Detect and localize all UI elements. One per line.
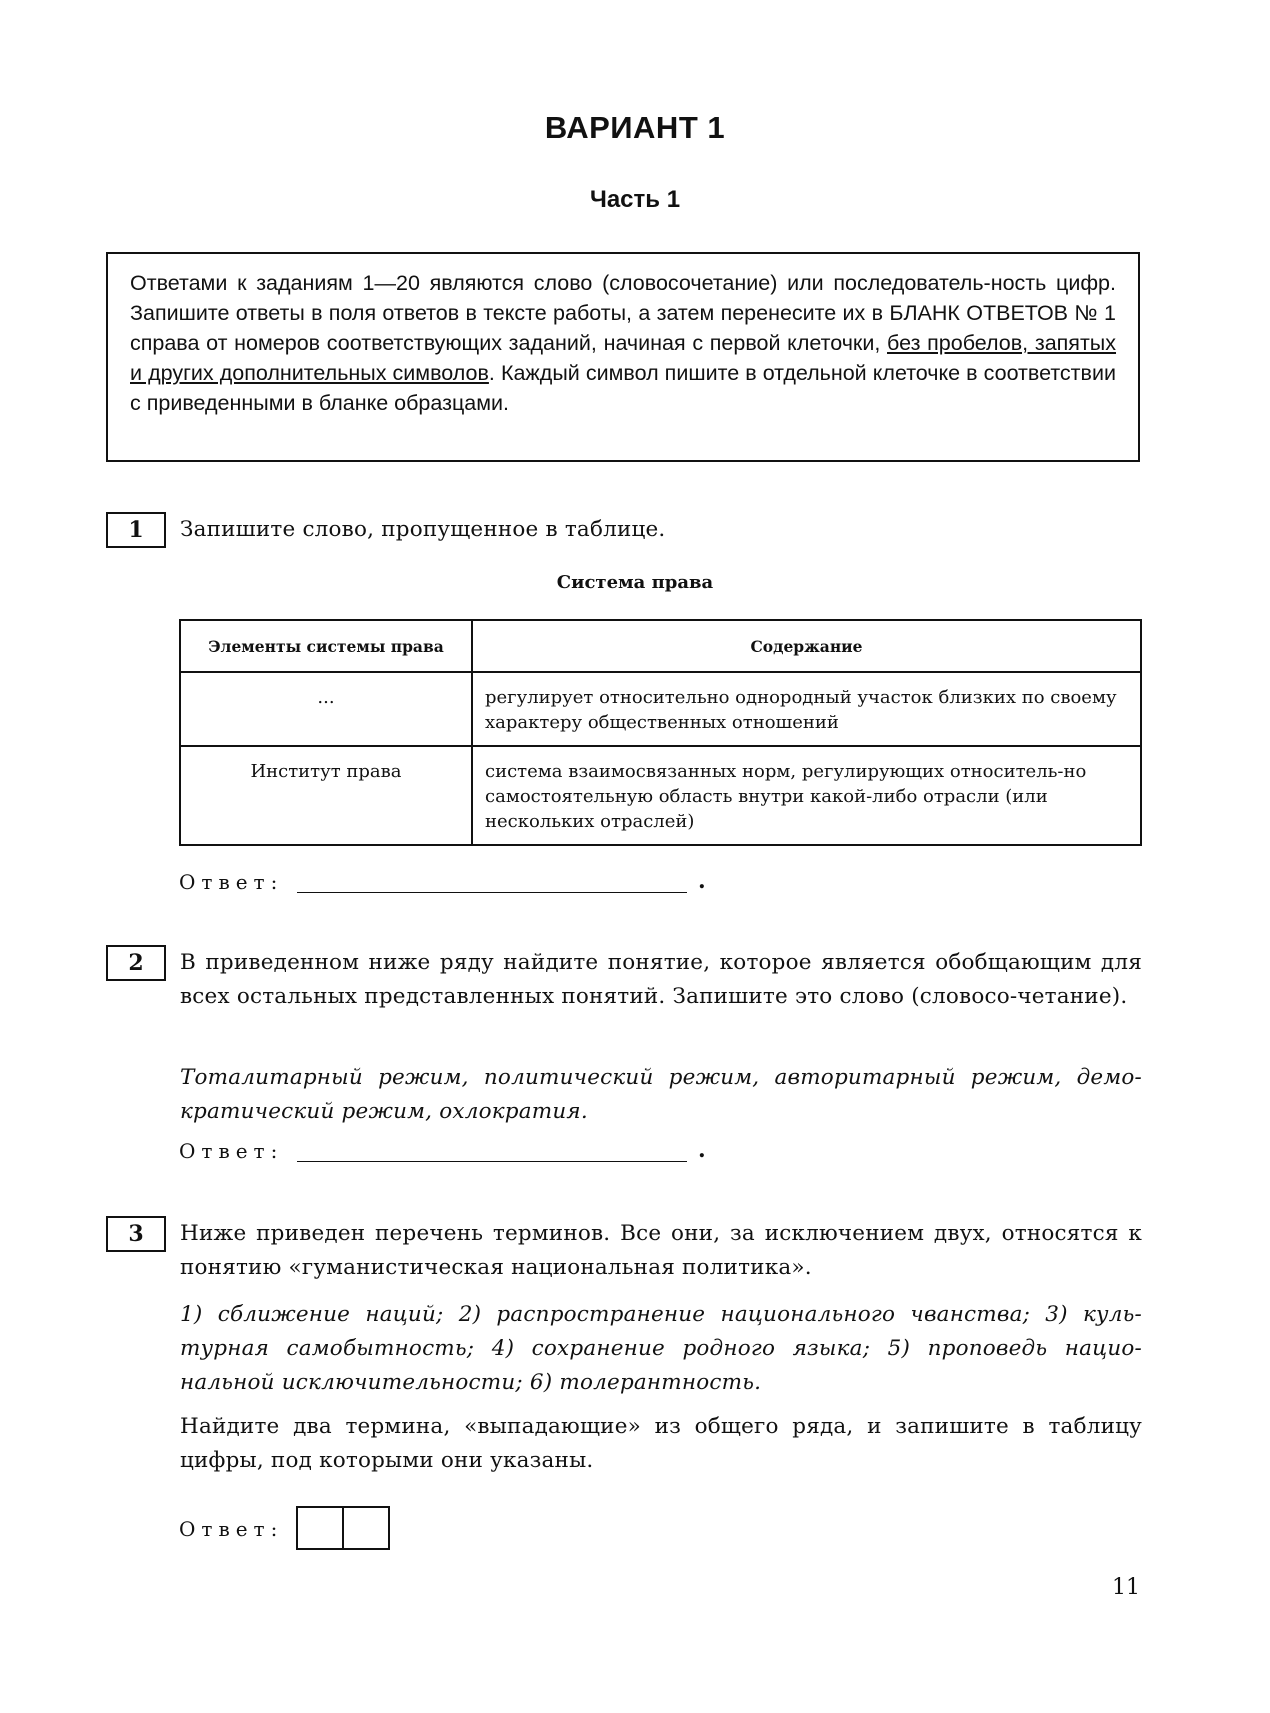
- page-title: ВАРИАНТ 1: [544, 110, 726, 145]
- question-3-task: Найдите два термина, «выпадающие» из общего ряда, и запишите в таблицу цифры, под которыми они указаны.: [180, 1414, 1142, 1473]
- answer-1-field[interactable]: [297, 890, 687, 893]
- instructions-text-2: . Каждый символ пишите в отдельной клеточке в соответствии с приведенными в бланке образцами.: [130, 361, 1116, 415]
- table-cell-element: Институт права: [180, 746, 472, 845]
- answer-dot: .: [698, 868, 706, 894]
- page-number: 11: [1112, 1575, 1140, 1600]
- answer-dot: .: [698, 1137, 706, 1163]
- table-header-content: Содержание: [472, 620, 1141, 672]
- question-3-list: 1) сближение наций; 2) распространение национального чванства; 3) куль-турная самобытность; 4) сохранение родного языка; 5) проповедь нацио-нальной исключительности; 6) толерантность.: [180, 1302, 1142, 1395]
- instructions-underlined: без пробелов, запятых и других дополнительных символов: [130, 331, 1117, 385]
- table-cell-content: система взаимосвязанных норм, регулирующих относитель-но самостоятельную область внутри какой-либо отрасли (или нескольких отраслей): [472, 746, 1141, 845]
- question-2-number: 2: [106, 945, 166, 981]
- table-caption: Система права: [556, 572, 714, 593]
- answer-3-cell-1[interactable]: [296, 1506, 344, 1550]
- table-row: [180, 746, 1141, 845]
- answer-3-cell-2[interactable]: [342, 1506, 390, 1550]
- answer-label: Ответ:: [179, 1139, 284, 1163]
- answer-2-field[interactable]: [297, 1159, 687, 1162]
- answer-label: Ответ:: [179, 1517, 284, 1541]
- part-title: Часть 1: [589, 186, 681, 213]
- instructions-text-1: Ответами к заданиям 1—20 являются слово (словосочетание) или последователь-ность цифр. Запишите ответы в поля ответов в тексте работы, а затем перенесите их в БЛАНК ОТВЕТОВ № 1 справа от номеров соответствующих заданий, начиная с первой клеточки,: [130, 271, 1116, 355]
- instructions-box: [106, 252, 1140, 462]
- question-2-list: Тоталитарный режим, политический режим, авторитарный режим, демо-кратический режим, охлократия.: [180, 1065, 1142, 1124]
- table-cell-element: ...: [180, 672, 472, 746]
- question-3-text: Ниже приведен перечень терминов. Все они, за исключением двух, относятся к понятию «гуманистическая национальная политика».: [180, 1221, 1142, 1280]
- question-3-number: 3: [106, 1216, 166, 1252]
- table-row: [180, 672, 1141, 746]
- question-1-text: Запишите слово, пропущенное в таблице.: [180, 517, 666, 542]
- question-1-number: 1: [106, 512, 166, 548]
- table-cell-content: регулирует относительно однородный участок близких по своему характеру общественных отношений: [472, 672, 1141, 746]
- answer-label: Ответ:: [179, 870, 284, 894]
- law-system-table: [179, 619, 1142, 846]
- table-header-elements: Элементы системы права: [180, 620, 472, 672]
- question-2-text: В приведенном ниже ряду найдите понятие, которое является обобщающим для всех остальных представленных понятий. Запишите это слово (словосо-четание).: [180, 950, 1142, 1009]
